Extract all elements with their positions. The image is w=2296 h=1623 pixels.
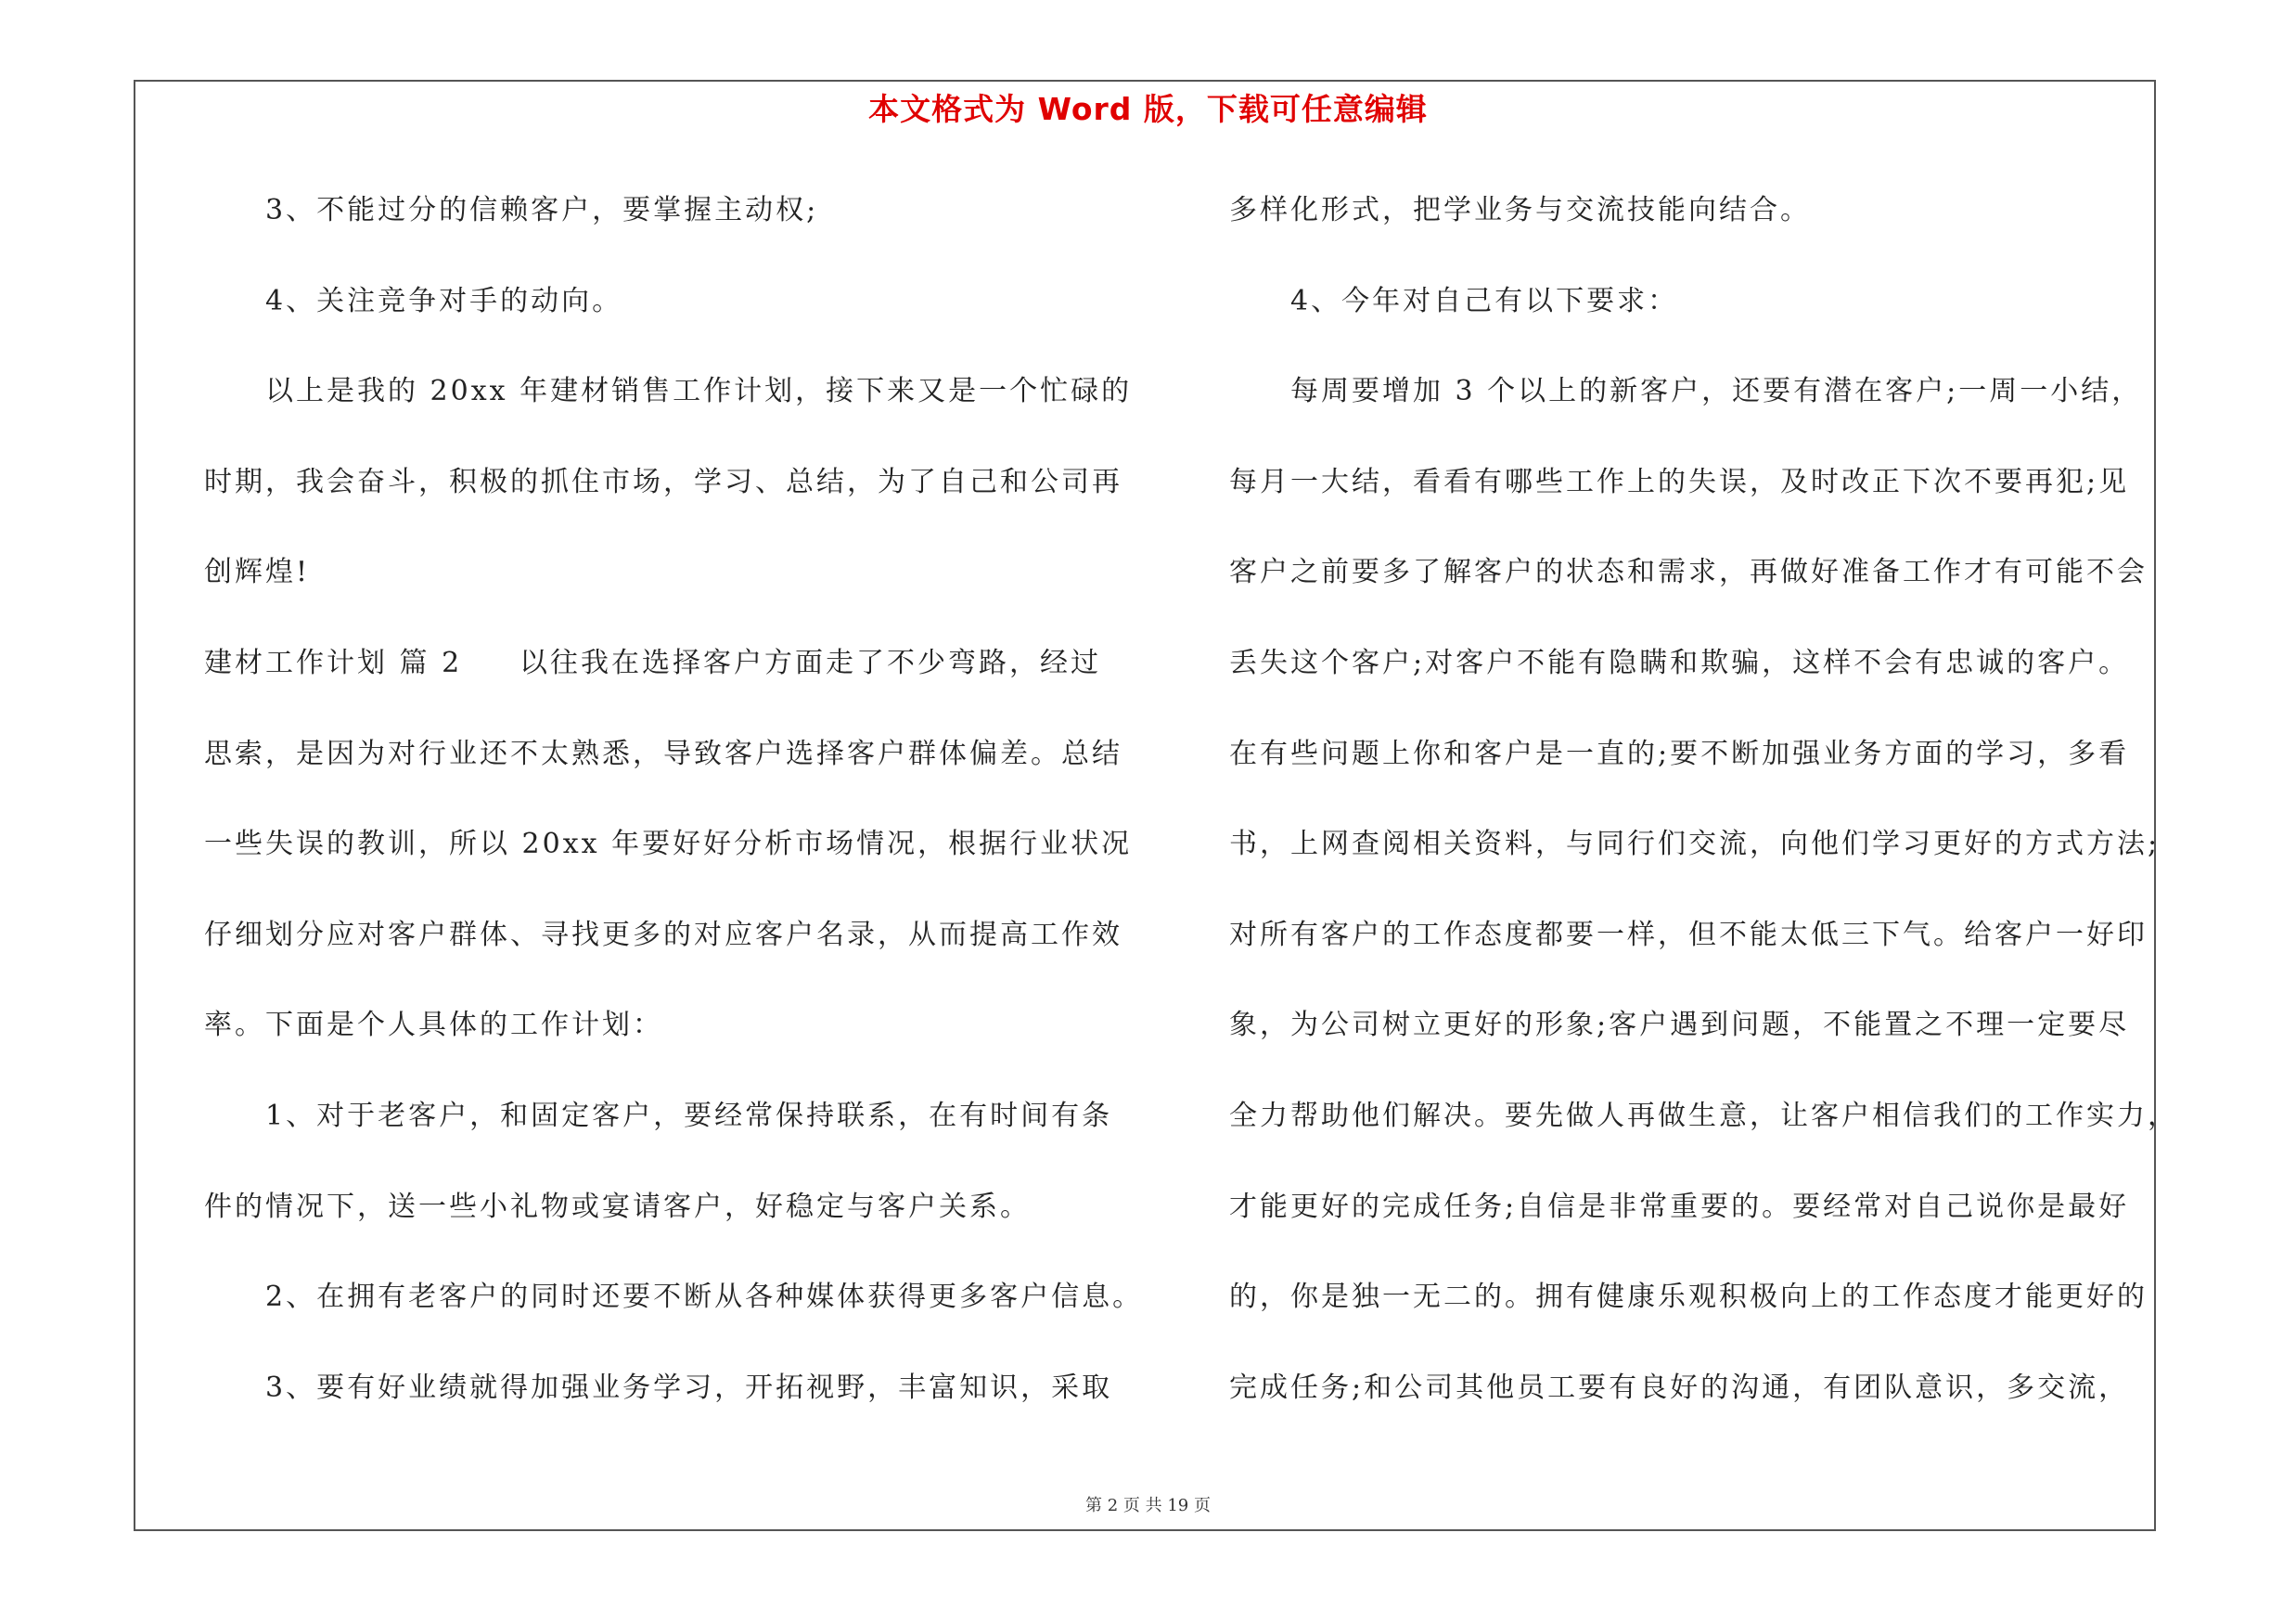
paragraph-line: 多样化形式，把学业务与交流技能向结合。 — [1229, 194, 1811, 226]
paragraph-line: 每周要增加 3 个以上的新客户，还要有潜在客户;一周一小结， — [1290, 375, 2143, 408]
paragraph-line: 全力帮助他们解决。要先做人再做生意，让客户相信我们的工作实力， — [1229, 1099, 2178, 1132]
paragraph-line: 仔细划分应对客户群体、寻找更多的对应客户名录，从而提高工作效 — [204, 918, 1122, 951]
paragraph-line: 一些失误的教训，所以 20xx 年要好好分析市场情况，根据行业状况 — [204, 828, 1133, 861]
paragraph-line: 丢失这个客户;对客户不能有隐瞒和欺骗，这样不会有忠诚的客户。 — [1229, 646, 2130, 679]
paragraph-line: 4、今年对自己有以下要求： — [1290, 284, 1679, 317]
paragraph-line: 对所有客户的工作态度都要一样，但不能太低三下气。给客户一好印 — [1229, 918, 2148, 951]
paragraph-line: 3、不能过分的信赖客户，要掌握主动权; — [265, 194, 819, 226]
paragraph-line: 件的情况下，送一些小礼物或宴请客户，好稳定与客户关系。 — [204, 1190, 1031, 1223]
paragraph-line: 创辉煌! — [204, 556, 311, 589]
right-text-column — [1229, 187, 2178, 1455]
paragraph-line: 的，你是独一无二的。拥有健康乐观积极向上的工作态度才能更好的 — [1229, 1281, 2148, 1314]
paragraph-line: 才能更好的完成任务;自信是非常重要的。要经常对自己说你是最好 — [1229, 1190, 2130, 1223]
page-number-footer: 第 2 页 共 19 页 — [1085, 1496, 1211, 1515]
paragraph-line: 4、关注竞争对手的动向。 — [265, 284, 623, 317]
section-heading-line — [204, 640, 1132, 731]
paragraph-line: 率。下面是个人具体的工作计划： — [204, 1009, 663, 1042]
paragraph-line: 客户之前要多了解客户的状态和需求，再做好准备工作才有可能不会 — [1229, 556, 2148, 589]
paragraph-line: 时期，我会奋斗，积极的抓住市场，学习、总结，为了自己和公司再 — [204, 465, 1122, 498]
paragraph-line: 3、要有好业绩就得加强业务学习，开拓视野，丰富知识，采取 — [265, 1371, 1113, 1404]
paragraph-line: 完成任务;和公司其他员工要有良好的沟通，有团队意识，多交流， — [1229, 1371, 2130, 1404]
paragraph-line: 每月一大结，看看有哪些工作上的失误，及时改正下次不要再犯;见 — [1229, 465, 2130, 498]
paragraph-line: 以上是我的 20xx 年建材销售工作计划，接下来又是一个忙碌的 — [265, 375, 1133, 408]
paragraph-line: 1、对于老客户，和固定客户，要经常保持联系，在有时间有条 — [265, 1099, 1113, 1132]
paragraph-line: 象，为公司树立更好的形象;客户遇到问题，不能置之不理一定要尽 — [1229, 1009, 2130, 1042]
section-heading: 建材工作计划 篇 2 — [204, 646, 463, 679]
format-notice-banner: 本文格式为 Word 版，下载可任意编辑 — [868, 91, 1428, 127]
left-text-column — [204, 187, 1144, 1455]
paragraph-line: 书，上网查阅相关资料，与同行们交流，向他们学习更好的方式方法; — [1229, 828, 2161, 861]
paragraph-line: 在有些问题上你和客户是一直的;要不断加强业务方面的学习，多看 — [1229, 737, 2130, 770]
paragraph-text: 以往我在选择客户方面走了不少弯路，经过 — [519, 646, 1101, 679]
paragraph-line: 2、在拥有老客户的同时还要不断从各种媒体获得更多客户信息。 — [265, 1281, 1144, 1314]
paragraph-line: 思索，是因为对行业还不太熟悉，导致客户选择客户群体偏差。总结 — [204, 737, 1122, 770]
